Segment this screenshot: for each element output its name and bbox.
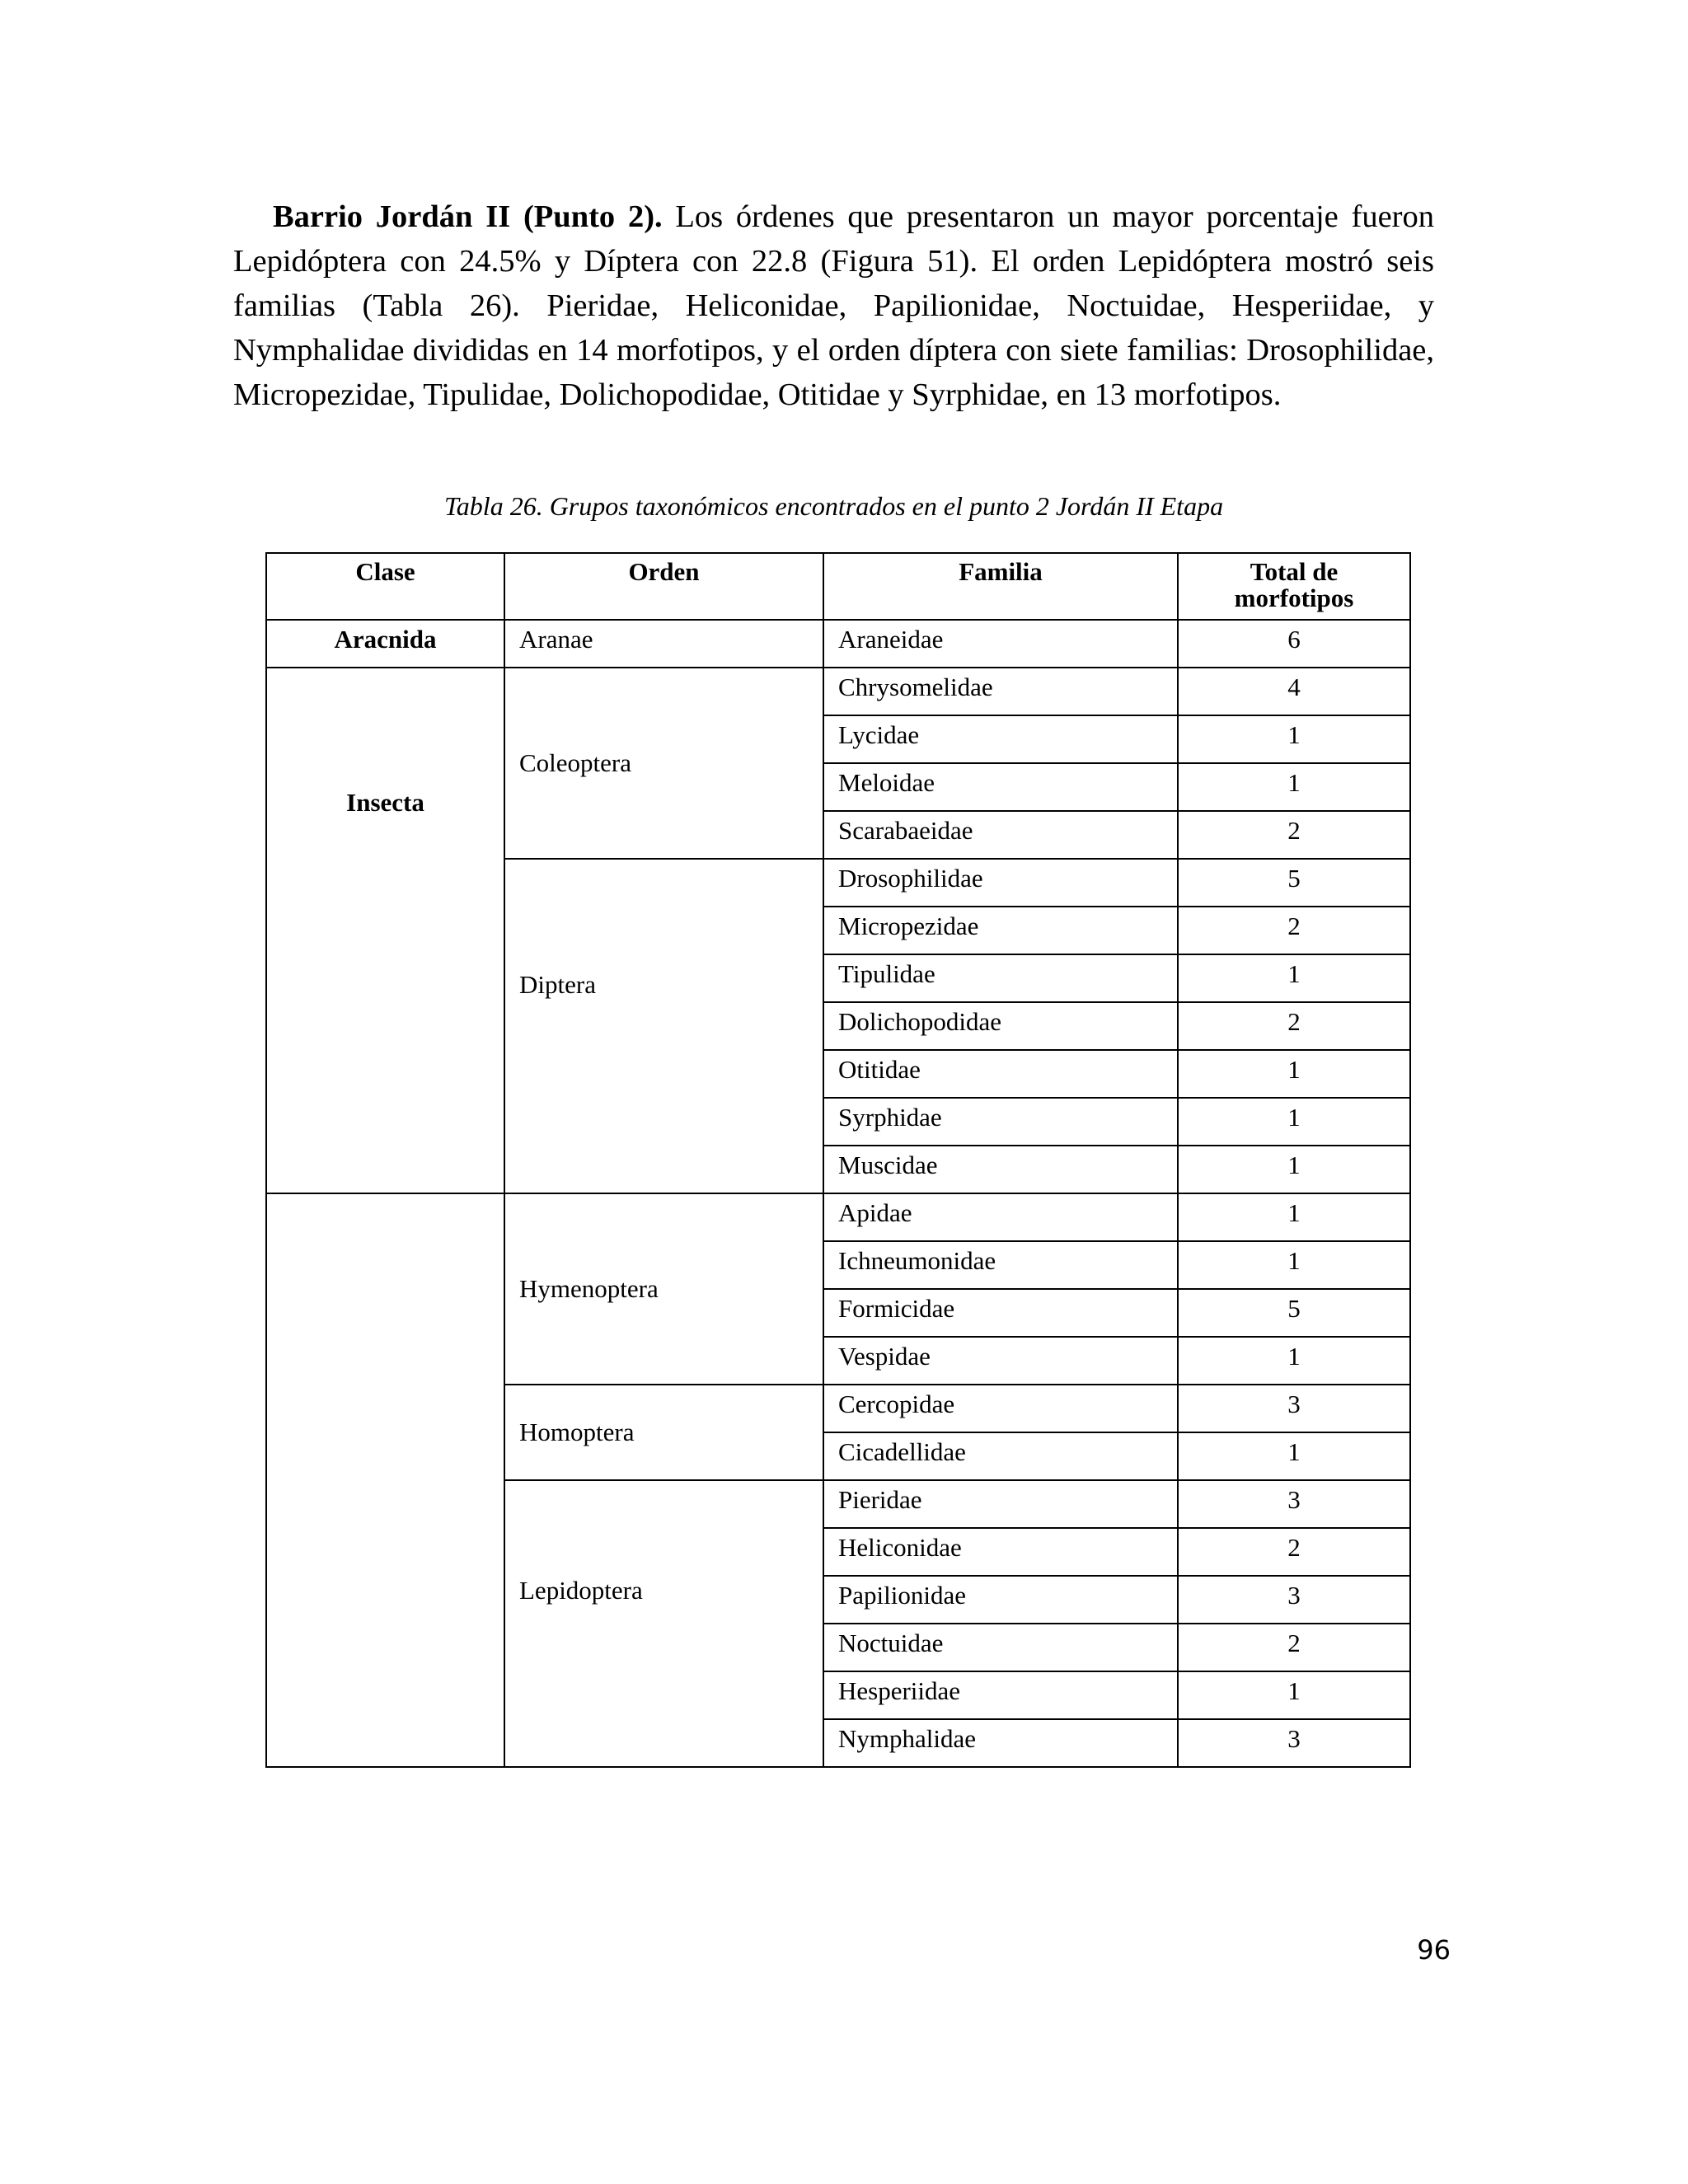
familia-cell: Scarabaeidae [823,811,1178,859]
familia-cell: Apidae [823,1193,1178,1241]
familia-cell: Cicadellidae [823,1432,1178,1480]
familia-cell: Noctuidae [823,1624,1178,1671]
familia-cell: Pieridae [823,1480,1178,1528]
total-cell: 1 [1178,763,1410,811]
total-cell: 2 [1178,1624,1410,1671]
total-cell: 1 [1178,1098,1410,1146]
familia-cell: Dolichopodidae [823,1002,1178,1050]
header-clase: Clase [266,553,504,620]
header-familia: Familia [823,553,1178,620]
familia-cell: Papilionidae [823,1576,1178,1624]
clase-cell: Insecta [266,668,504,1193]
header-orden: Orden [504,553,823,620]
total-cell: 5 [1178,1289,1410,1337]
familia-cell: Araneidae [823,620,1178,668]
familia-cell: Ichneumonidae [823,1241,1178,1289]
familia-cell: Vespidae [823,1337,1178,1385]
familia-cell: Lycidae [823,715,1178,763]
total-cell: 3 [1178,1719,1410,1767]
familia-cell: Muscidae [823,1146,1178,1193]
total-cell: 2 [1178,907,1410,954]
familia-cell: Syrphidae [823,1098,1178,1146]
total-cell: 2 [1178,1528,1410,1576]
familia-cell: Hesperiidae [823,1671,1178,1719]
familia-cell: Micropezidae [823,907,1178,954]
familia-cell: Chrysomelidae [823,668,1178,715]
total-cell: 3 [1178,1385,1410,1432]
table-row [266,668,1410,715]
total-cell: 6 [1178,620,1410,668]
orden-cell: Coleoptera [504,668,823,859]
total-cell: 2 [1178,1002,1410,1050]
page-number: 96 [1417,1934,1451,1966]
familia-cell: Drosophilidae [823,859,1178,907]
total-cell: 2 [1178,811,1410,859]
table-header-row [266,553,1410,620]
familia-cell: Otitidae [823,1050,1178,1098]
total-cell: 1 [1178,715,1410,763]
orden-cell: Lepidoptera [504,1480,823,1767]
section-heading: Barrio Jordán II (Punto 2). [273,199,663,234]
familia-cell: Formicidae [823,1289,1178,1337]
total-cell: 1 [1178,1146,1410,1193]
orden-cell: Homoptera [504,1385,823,1480]
total-cell: 3 [1178,1480,1410,1528]
familia-cell: Heliconidae [823,1528,1178,1576]
total-cell: 1 [1178,1337,1410,1385]
total-cell: 1 [1178,954,1410,1002]
header-total: Total de morfotipos [1178,553,1410,620]
total-cell: 5 [1178,859,1410,907]
body-paragraph [233,194,1434,417]
clase-cell: Aracnida [266,620,504,668]
orden-cell: Aranae [504,620,823,668]
total-cell: 1 [1178,1671,1410,1719]
total-cell: 1 [1178,1050,1410,1098]
table-row [266,1193,1410,1241]
orden-cell: Hymenoptera [504,1193,823,1385]
paragraph-text: Los órdenes que presentaron un mayor porcentaje fueron Lepidóptera con 24.5% y Díptera con 22.8 (Figura 51). El orden Lepidóptera mostró seis familias (Tabla 26). Pieridae, Heliconidae, Papilionidae, Noctuidae, Hesperiidae, y Nymphalidae divididas en 14 morfotipos, y el orden díptera con siete familias: Drosophilidae, Micropezidae, Tipulidae, Dolichopodidae, Otitidae y Syrphidae, en 13 morfotipos. [233,199,1434,412]
taxonomic-groups-table [265,552,1411,1768]
orden-cell: Diptera [504,859,823,1193]
total-cell: 1 [1178,1432,1410,1480]
table-caption: Tabla 26. Grupos taxonómicos encontrados en el punto 2 Jordán II Etapa [443,491,1224,521]
familia-cell: Meloidae [823,763,1178,811]
total-cell: 1 [1178,1193,1410,1241]
familia-cell: Nymphalidae [823,1719,1178,1767]
familia-cell: Tipulidae [823,954,1178,1002]
clase-cell [266,1193,504,1767]
familia-cell: Cercopidae [823,1385,1178,1432]
total-cell: 4 [1178,668,1410,715]
total-cell: 1 [1178,1241,1410,1289]
total-cell: 3 [1178,1576,1410,1624]
table-row [266,620,1410,668]
